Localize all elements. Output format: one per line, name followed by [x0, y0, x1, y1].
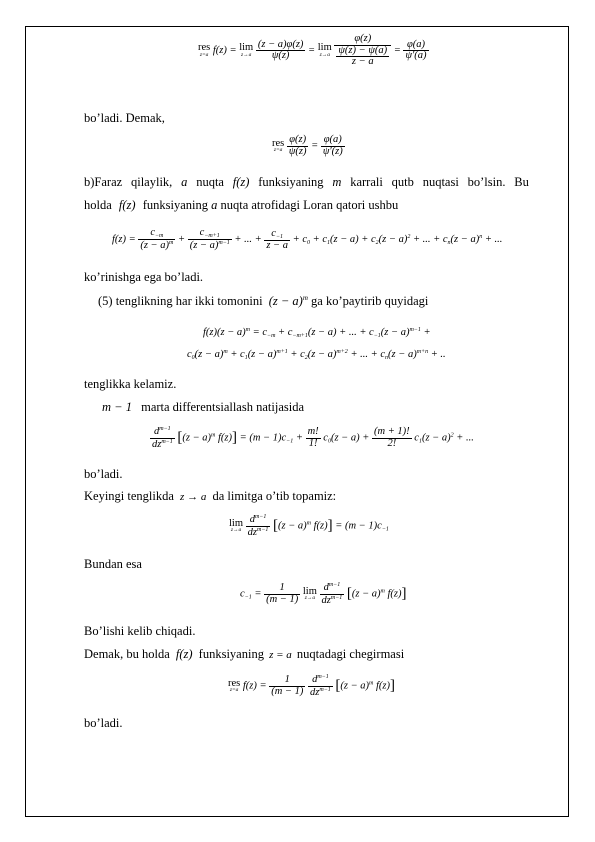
math-m-minus-1: m − 1: [102, 400, 132, 414]
word: (5) tenglikning har ikki tomonini: [98, 294, 263, 309]
formula-residue-ratio: res z=a $\frac{\varphi(z)}{\psi(z)}$ = $\frac{\varphi(a)}{\psi'(z)}$: [272, 134, 343, 157]
text-line-10: Bundan esa: [84, 557, 142, 571]
formula-coefficient: $c_{-1}$ = $\frac{1}{(m - 1)}$ lim z→a $\frac{d^{m-1}}{dz^{m-1}}$ [$(z - a)^m$ f(z)]: [240, 582, 407, 606]
word: nuqtadagi chegirmasi: [296, 647, 405, 661]
word: ga ko’paytirib quyidagi: [311, 294, 429, 309]
math-fz: f(z): [118, 198, 136, 212]
math-a: a: [181, 175, 188, 189]
word: bo’lsin.: [467, 175, 506, 189]
word: Keyingi tenglikda: [84, 489, 174, 503]
word: nuqtasi: [422, 175, 459, 189]
formula-residue-limit: res z=a f(z) = lim z→a $\frac{(z - a)\varphi(z)}{\psi(z)}$ = lim z→a $\frac{\varphi(z)}{\frac{\psi(z) - \psi(a)}{z - a}}$ = $\frac{\varphi(a)}{\psi'(a)}$: [198, 33, 427, 67]
word: b)Faraz: [84, 175, 123, 189]
text-line-13: bo’ladi.: [84, 716, 123, 730]
math-m: m: [302, 294, 308, 302]
text-line-3: [84, 198, 398, 213]
word: funksiyaning: [142, 198, 208, 212]
word: nuqta: [196, 175, 224, 189]
formula-residue-result: res z=a f(z) = $\frac{1}{(m - 1)}$ $\frac{d^{m-1}}{dz^{m-1}}$ [$(z - a)^m$ f(z)]: [228, 674, 396, 698]
text-line-6: tenglikka kelamiz.: [84, 377, 177, 391]
word: qutb: [391, 175, 414, 189]
formula-derivative: $\frac{d^{m-1}}{dz^{m-1}}$ [$(z - a)^m$ $f(z)] = (m - 1)c_{-1}$ + $\frac{m!}{1!}$ $c_0(z - a)$ + $\frac{(m + 1)!}{2!}$ $c_1(z - a)^2$ + ...: [152, 426, 474, 450]
text-line-9: [84, 489, 336, 504]
formula-multiplied-series-2: $c_0(z - a)^m + c_1(z - a)^{m+1} + c_2(z - a)^{m+2}$ + ... + $c_n(z - a)^{m+n}$ + ..: [187, 349, 446, 361]
formula-laurent-series: f(z) = $\frac{c_{-m}}{(z - a)^m}$ + $\frac{c_{-m+1}}{(z - a)^{m-1}}$ + ... + $\frac{c_{-1}}{z - a}$ + $c_0 + c_1(z - a) + c_2(z - a)^2$ + ... + $c_n(z - a)^n$ + ...: [112, 227, 503, 251]
text-line-2: [84, 175, 529, 190]
word: funksiyaning: [258, 175, 324, 189]
word: marta differentsiallash natijasida: [141, 400, 304, 414]
word: qilaylik,: [130, 175, 173, 189]
word: karrali: [350, 175, 383, 189]
text-line-7: [102, 400, 304, 415]
word: holda: [84, 198, 112, 212]
math-m: m: [332, 175, 342, 189]
text-line-8: bo’ladi.: [84, 467, 123, 481]
text-line-1: bo’ladi. Demak,: [84, 111, 165, 125]
math-a: a: [211, 198, 218, 212]
text-line-4: ko’rinishga ega bo’ladi.: [84, 270, 204, 284]
text-line-11: Bo’lishi kelib chiqadi.: [84, 624, 196, 638]
word: Bu: [514, 175, 529, 189]
math-z-to-a: z → a: [180, 491, 207, 503]
text-line-12: [84, 647, 404, 662]
math-z-minus-a: (z − a): [268, 294, 303, 309]
word: nuqta atrofidagi Loran qatori ushbu: [220, 198, 399, 212]
math-fz: f(z): [175, 647, 193, 661]
math-z-eq-a: z = a: [269, 649, 292, 661]
formula-limit: lim z→a $\frac{d^{m-1}}{dz^{m-1}}$ [$(z - a)^m$ $f(z)] = (m - 1)c_{-1}$: [229, 514, 389, 538]
formula-multiplied-series-1: $f(z)(z - a)^m = c_{-m} + c_{-m+1}(z - a)$ + ... + $c_{-1}(z - a)^{m-1}$ +: [203, 327, 431, 339]
text-line-5: [98, 294, 428, 309]
word: da limitga o’tib topamiz:: [212, 489, 337, 503]
word: Demak, bu holda: [84, 647, 170, 661]
math-fz: f(z): [232, 175, 250, 189]
word: funksiyaning: [198, 647, 264, 661]
